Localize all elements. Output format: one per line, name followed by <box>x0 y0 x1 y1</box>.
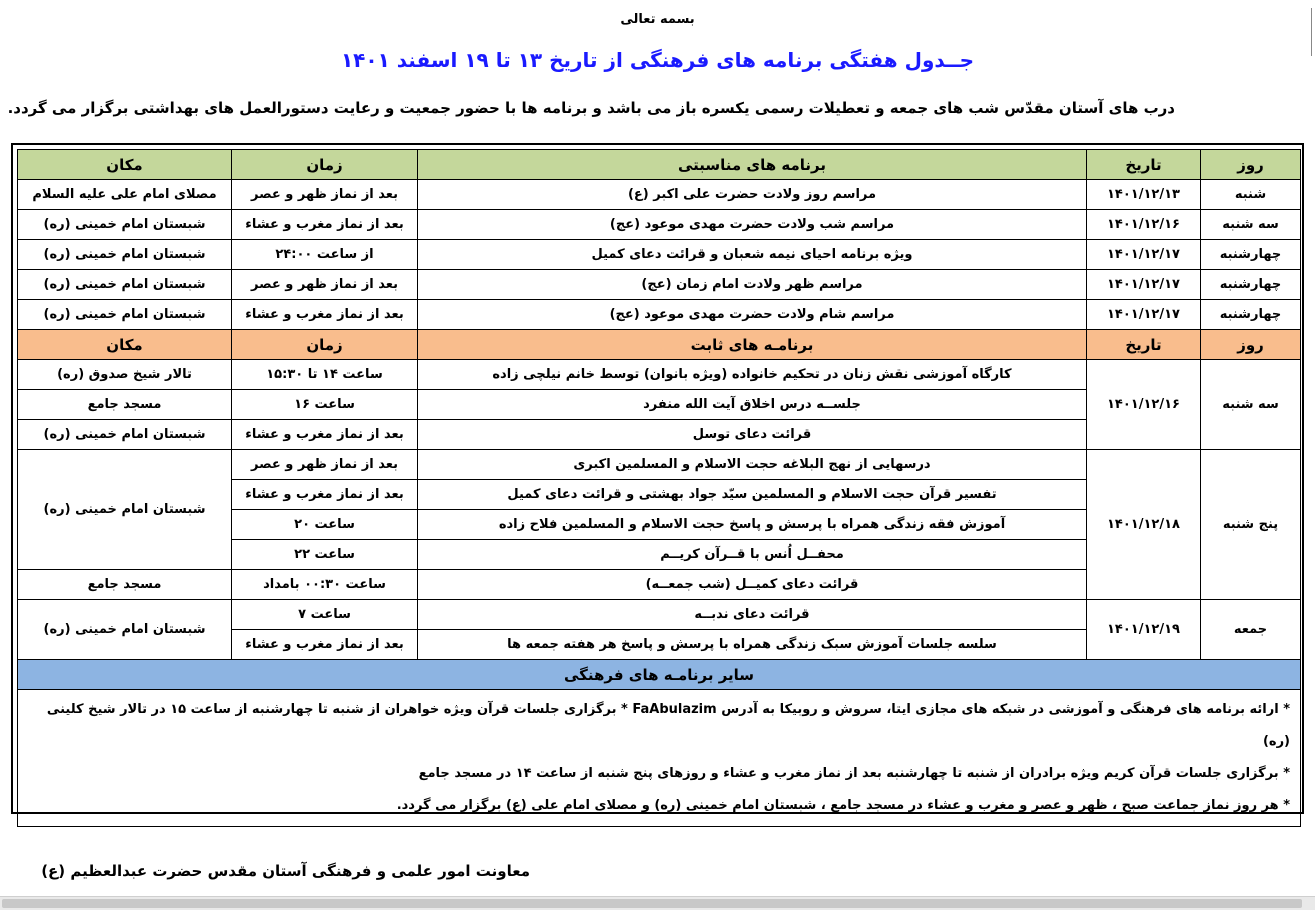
table-row <box>18 240 1301 270</box>
intro-text: درب های آستان مقدّس شب های جمعه و تعطیلات رسمی یکسره باز می باشد و برنامه ها با حضور جمعیت و رعایت دستورالعمل های بهداشتی برگزار می گردد. <box>7 99 1175 117</box>
time-cell: بعد از نماز ظهر و عصر <box>232 180 418 210</box>
day-cell: پنج شنبه <box>1201 450 1301 600</box>
program-cell: آموزش فقه زندگی همراه با پرسش و پاسخ حجت الاسلام و المسلمین فلاح زاده <box>418 510 1087 540</box>
header-day: روز <box>1201 150 1301 180</box>
date-cell: ۱۴۰۱/۱۲/۱۷ <box>1087 240 1201 270</box>
time-cell: ساعت ۱۶ <box>232 390 418 420</box>
time-cell: بعد از نماز ظهر و عصر <box>232 270 418 300</box>
day-cell: چهارشنبه <box>1201 270 1301 300</box>
time-cell: ساعت ۰۰:۳۰ بامداد <box>232 570 418 600</box>
place-cell: شبستان امام خمینی (ره) <box>18 600 232 660</box>
occasional-header-row <box>18 150 1301 180</box>
date-cell: ۱۴۰۱/۱۲/۱۷ <box>1087 270 1201 300</box>
time-cell: بعد از نماز مغرب و عشاء <box>232 210 418 240</box>
place-cell: شبستان امام خمینی (ره) <box>18 240 232 270</box>
program-cell: مراسم شام ولادت حضرت مهدی موعود (عج) <box>418 300 1087 330</box>
day-cell: جمعه <box>1201 600 1301 660</box>
header-program: برنامـه های ثابت <box>418 330 1087 360</box>
time-cell: ساعت ۷ <box>232 600 418 630</box>
time-cell: بعد از نماز مغرب و عشاء <box>232 480 418 510</box>
date-cell: ۱۴۰۱/۱۲/۱۷ <box>1087 300 1201 330</box>
note-line: * هر روز نماز جماعت صبح ، ظهر و عصر و مغرب و عشاء در مسجد جامع ، شبستان امام خمینی (ره) و مصلای امام علی (ع) برگزار می گردد. <box>396 798 1290 813</box>
program-cell: مراسم ظهر ولادت امام زمان (عج) <box>418 270 1087 300</box>
note-line: * برگزاری جلسات قرآن کریم ویژه برادران از شنبه تا چهارشنبه بعد از نماز مغرب و عشاء و روزهای پنج شنبه از ساعت ۱۴ در مسجد جامع <box>418 766 1290 781</box>
program-cell: کارگاه آموزشی نقش زنان در تحکیم خانواده (ویژه بانوان) توسط خانم نیلچی زاده <box>418 360 1087 390</box>
day-cell: سه شنبه <box>1201 360 1301 450</box>
notes-row <box>18 690 1301 827</box>
program-cell: قرائت دعای توسل <box>418 420 1087 450</box>
header-time: زمان <box>232 330 418 360</box>
table-row <box>18 210 1301 240</box>
date-cell: ۱۴۰۱/۱۲/۱۳ <box>1087 180 1201 210</box>
table-row <box>18 600 1301 630</box>
day-cell: چهارشنبه <box>1201 240 1301 270</box>
table-row <box>18 360 1301 390</box>
place-cell: شبستان امام خمینی (ره) <box>18 420 232 450</box>
table-row <box>18 270 1301 300</box>
program-cell: قرائت دعای ندبــه <box>418 600 1087 630</box>
footer-signature: معاونت امور علمی و فرهنگی آستان مقدس حضرت عبدالعظیم (ع) <box>41 862 530 880</box>
other-programs-header-row <box>18 660 1301 690</box>
table-row <box>18 300 1301 330</box>
program-cell: جلســه درس اخلاق آیت الله منفرد <box>418 390 1087 420</box>
header-date: تاریخ <box>1087 150 1201 180</box>
date-cell: ۱۴۰۱/۱۲/۱۹ <box>1087 600 1201 660</box>
time-cell: ساعت ۱۴ تا ۱۵:۳۰ <box>232 360 418 390</box>
place-cell: شبستان امام خمینی (ره) <box>18 210 232 240</box>
place-cell: مسجد جامع <box>18 570 232 600</box>
program-cell: ویژه برنامه احیای نیمه شعبان و قرائت دعای کمیل <box>418 240 1087 270</box>
table-row <box>18 180 1301 210</box>
date-cell: ۱۴۰۱/۱۲/۱۶ <box>1087 360 1201 450</box>
header-place: مکان <box>18 330 232 360</box>
place-cell: مصلای امام علی علیه السلام <box>18 180 232 210</box>
header-date: تاریخ <box>1087 330 1201 360</box>
bismillah-heading: بسمه تعالی <box>620 12 695 27</box>
time-cell: ساعت ۲۲ <box>232 540 418 570</box>
place-cell: شبستان امام خمینی (ره) <box>18 450 232 570</box>
notes-cell <box>18 690 1301 827</box>
note-line: * ارائه برنامه های فرهنگی و آموزشی در شبکه های مجازی ایتا، سروش و روبیکا به آدرس FaAbulazim * برگزاری جلسات قرآن ویژه خواهران از شنبه تا چهارشنبه از ساعت ۱۵ در تالار شیخ کلینی (ره) <box>46 702 1290 749</box>
day-cell: سه شنبه <box>1201 210 1301 240</box>
place-cell: تالار شیخ صدوق (ره) <box>18 360 232 390</box>
program-cell: درسهایی از نهج البلاغه حجت الاسلام و المسلمین اکبری <box>418 450 1087 480</box>
table-row <box>18 450 1301 480</box>
day-cell: چهارشنبه <box>1201 300 1301 330</box>
program-cell: تفسیر قرآن حجت الاسلام و المسلمین سیّد جواد بهشتی و قرائت دعای کمیل <box>418 480 1087 510</box>
header-place: مکان <box>18 150 232 180</box>
header-time: زمان <box>232 150 418 180</box>
time-cell: بعد از نماز مغرب و عشاء <box>232 420 418 450</box>
place-cell: شبستان امام خمینی (ره) <box>18 270 232 300</box>
time-cell: بعد از نماز مغرب و عشاء <box>232 300 418 330</box>
day-cell: شنبه <box>1201 180 1301 210</box>
date-cell: ۱۴۰۱/۱۲/۱۸ <box>1087 450 1201 600</box>
program-cell: مراسم شب ولادت حضرت مهدی موعود (عج) <box>418 210 1087 240</box>
other-programs-header: سایر برنامـه های فرهنگی <box>18 660 1301 690</box>
fixed-header-row <box>18 330 1301 360</box>
program-cell: قرائت دعای کمیــل (شب جمعــه) <box>418 570 1087 600</box>
program-cell: مراسم روز ولادت حضرت علی اکبر (ع) <box>418 180 1087 210</box>
time-cell: بعد از نماز مغرب و عشاء <box>232 630 418 660</box>
header-program: برنامه های مناسبتی <box>418 150 1087 180</box>
place-cell: شبستان امام خمینی (ره) <box>18 300 232 330</box>
scrollbar-thumb[interactable] <box>2 899 1302 908</box>
time-cell: ساعت ۲۰ <box>232 510 418 540</box>
program-cell: محفــل اُنس با قــرآن کریــم <box>418 540 1087 570</box>
time-cell: از ساعت ۲۴:۰۰ <box>232 240 418 270</box>
place-cell: مسجد جامع <box>18 390 232 420</box>
page-title: جــدول هفتگی برنامه های فرهنگی از تاریخ ۱۳ تا ۱۹ اسفند ۱۴۰۱ <box>340 48 975 72</box>
date-cell: ۱۴۰۱/۱۲/۱۶ <box>1087 210 1201 240</box>
horizontal-scrollbar[interactable] <box>0 896 1315 910</box>
schedule-table <box>17 149 1301 827</box>
program-cell: سلسه جلسات آموزش سبک زندگی همراه با پرسش و پاسخ هر هفته جمعه ها <box>418 630 1087 660</box>
time-cell: بعد از نماز ظهر و عصر <box>232 450 418 480</box>
header-day: روز <box>1201 330 1301 360</box>
